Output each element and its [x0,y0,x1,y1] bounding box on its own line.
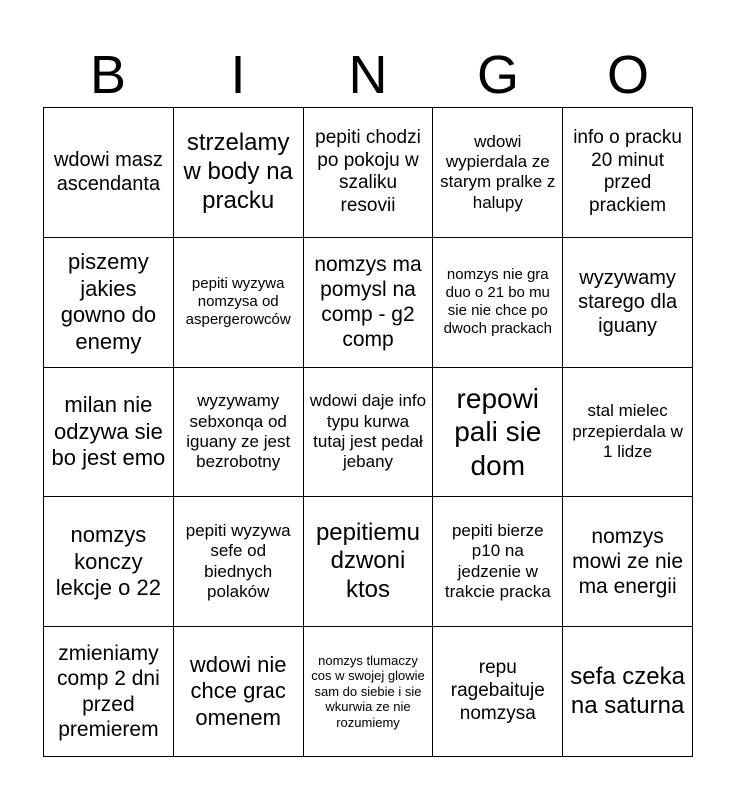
bingo-cell[interactable] [304,627,434,757]
bingo-cell[interactable] [563,368,693,498]
bingo-cell-text: wyzywamy starego dla iguany [578,267,678,338]
bingo-cell[interactable] [433,108,563,238]
bingo-cell[interactable] [174,627,304,757]
bingo-cell[interactable] [44,627,174,757]
bingo-cell[interactable] [44,368,174,498]
bingo-cell[interactable] [433,238,563,368]
header-letter-b: B [89,45,127,105]
bingo-cell-text: nomzys nie gra duo o 21 bo mu sie nie chce po dwoch prackach [443,266,552,338]
bingo-cell[interactable] [304,368,434,498]
bingo-cell[interactable] [174,238,304,368]
bingo-cell-text: pepiti wyzywa nomzysa od aspergerowców [185,275,291,329]
bingo-cell[interactable] [563,627,693,757]
bingo-cell[interactable] [44,238,174,368]
header-letter-n: N [348,45,388,105]
bingo-cell-text: milan nie odzywa sie bo jest emo [51,392,166,471]
bingo-cell-text: nomzys ma pomysl na comp - g2 comp [314,252,422,352]
header-letter-g: G [476,45,519,105]
bingo-cell[interactable] [174,368,304,498]
bingo-cell[interactable] [44,108,174,238]
bingo-cell[interactable] [174,108,304,238]
bingo-cell-text: wdowi wypierdala ze starym pralke z halupy [440,131,556,212]
bingo-cell-text: repowi pali sie dom [454,382,542,481]
header-letter-o: O [606,45,649,105]
bingo-cell[interactable] [433,368,563,498]
bingo-cell-text: wyzywamy sebxonqa od iguany ze jest bezrobotny [186,391,291,472]
bingo-header [43,40,693,110]
bingo-cell-text: wdowi daje info typu kurwa tutaj jest pedał jebany [309,391,427,472]
bingo-cell-text: pepiti wyzywa sefe od biednych polaków [185,521,291,602]
bingo-cell-text: nomzys tlumaczy cos w swojej glowie sam do siebie i sie wkurwia ze nie rozumiemy [311,652,425,730]
bingo-cell-text: info o pracku 20 minut przed prackiem [573,126,682,217]
bingo-cell[interactable] [433,627,563,757]
bingo-cell-text: zmieniamy comp 2 dni przed premierem [57,642,160,741]
bingo-cell-text: wdowi nie chce grac omenem [189,652,287,730]
bingo-cell[interactable] [44,497,174,627]
bingo-cell-text: sefa czeka na saturna [570,662,685,719]
header-letter-i: I [230,45,246,105]
bingo-cell-text: nomzys mowi ze nie ma energii [572,525,684,599]
bingo-cell[interactable] [563,238,693,368]
bingo-cell-text: pepiti bierze p10 na jedzenie w trakcie pracka [444,521,551,602]
bingo-cell-text: stal mielec przepierdala w 1 lidze [572,401,683,462]
bingo-cell-text: piszemy jakies gowno do enemy [60,249,157,354]
bingo-cell[interactable] [433,497,563,627]
bingo-cell[interactable] [304,108,434,238]
bingo-cell-text: wdowi masz ascendanta [53,149,163,196]
bingo-cell-text: pepitiemu dzwoni ktos [315,518,421,604]
bingo-cell-text: pepiti chodzi po pokoju w szaliku resovii [315,126,421,217]
bingo-cell[interactable] [563,108,693,238]
bingo-cell[interactable] [174,497,304,627]
bingo-cell[interactable] [563,497,693,627]
bingo-cell-text: strzelamy w body na pracku [183,129,293,214]
bingo-cell-text: repu ragebaituje nomzysa [450,657,545,724]
bingo-cell[interactable] [304,238,434,368]
bingo-board [43,107,693,757]
bingo-cell[interactable] [304,497,434,627]
bingo-cell-text: nomzys konczy lekcje o 22 [55,522,161,600]
